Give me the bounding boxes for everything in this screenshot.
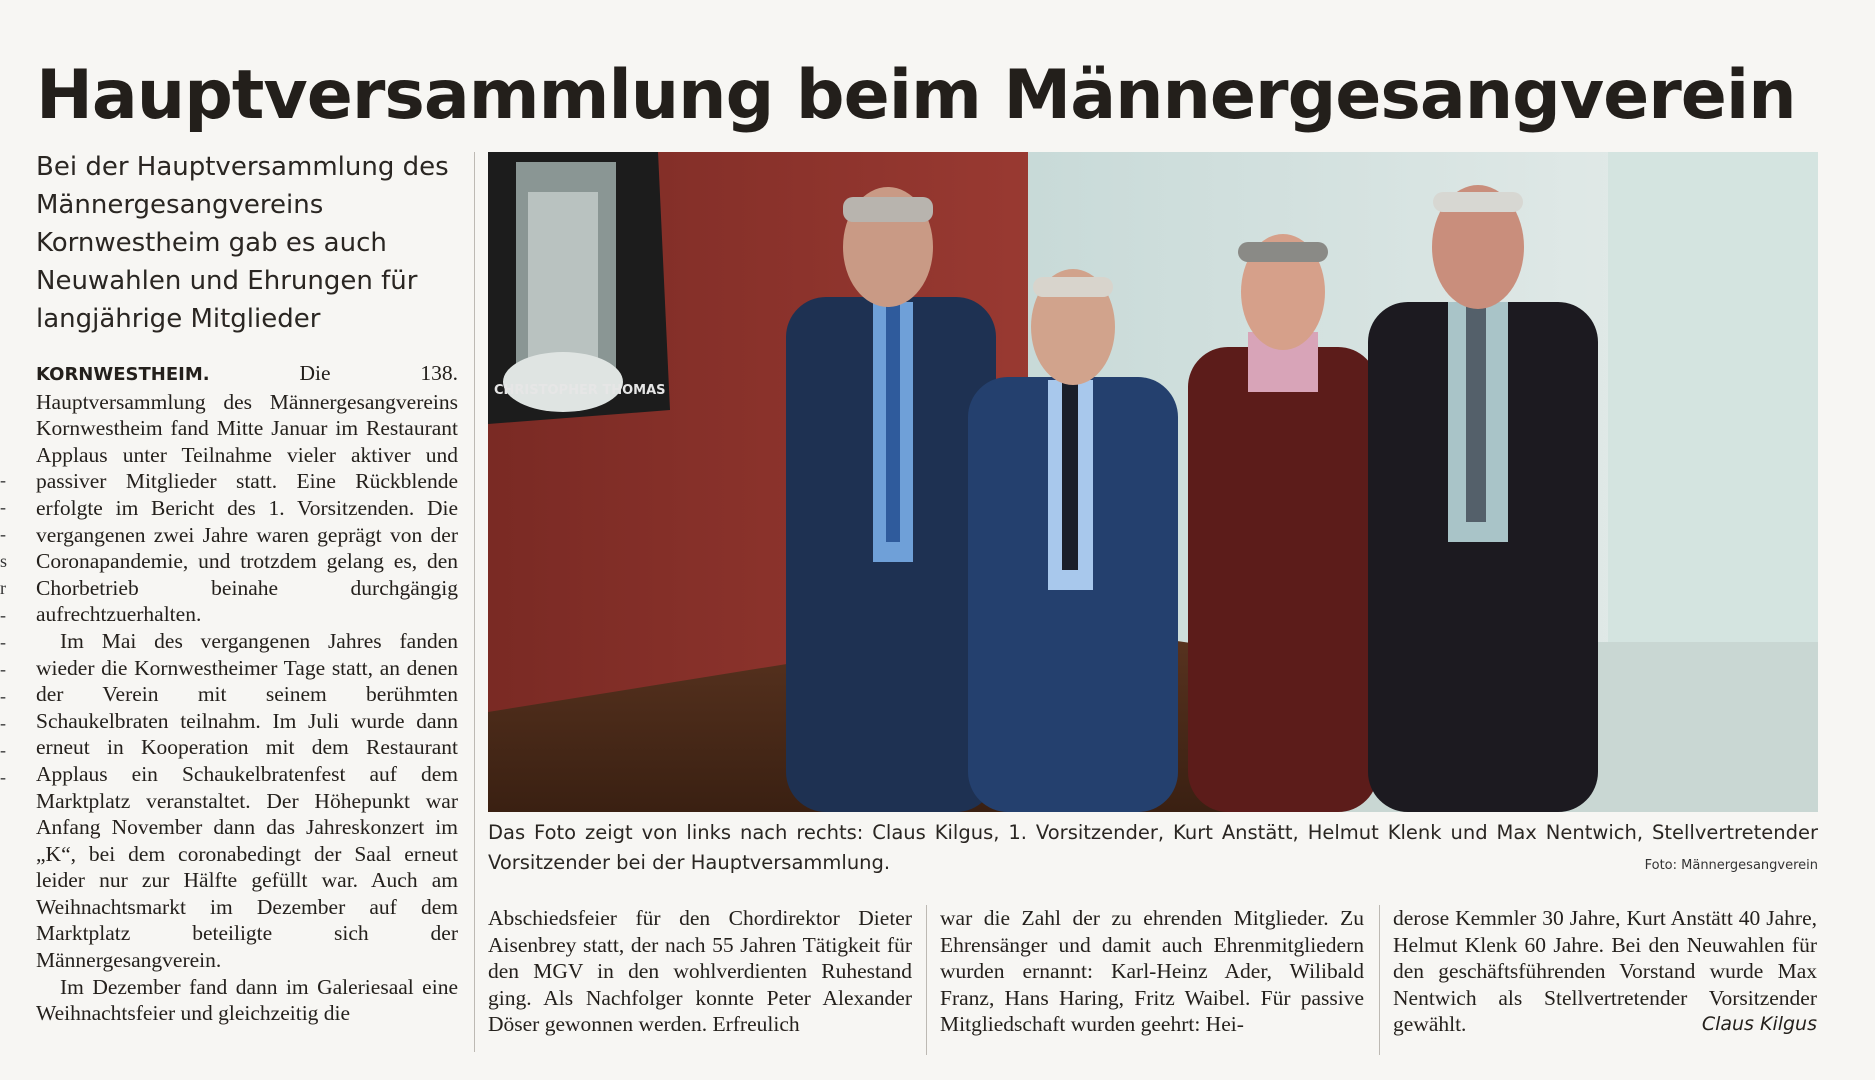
edge-mark: - (0, 632, 6, 652)
paragraph-text: Die 138. Hauptversammlung des Männergesangvereins Kornwestheim fand Mitte Januar im Restaurant Applaus unter Teilnahme vieler aktiver und passiver Mitglieder statt. Eine Rückblende erfolgte im Bericht des 1. Vorsitzenden. Die vergangenen zwei Jahre waren geprägt von der Coronapandemie, und trotzdem gelang es, den Chorbetrieb beinahe durchgängig aufrechtzuerhalten. (36, 361, 458, 627)
svg-text:CHRISTOPHER THOMAS: CHRISTOPHER THOMAS (494, 383, 666, 398)
edge-mark: - (0, 713, 6, 733)
wall-poster (488, 152, 670, 424)
edge-mark: - (0, 497, 6, 517)
photo-credit: Foto: Männergesangverein (1644, 858, 1818, 873)
body-paragraph (1393, 905, 1817, 1038)
edge-mark: s (0, 551, 8, 571)
edge-mark: - (0, 605, 6, 625)
edge-mark: r (0, 578, 6, 598)
edge-mark: - (0, 686, 6, 706)
adjacent-column-fragments (0, 470, 8, 794)
group-photo-illustration (488, 152, 1818, 812)
body-column-3 (940, 905, 1364, 1038)
body-paragraph (36, 360, 458, 628)
body-paragraph: war die Zahl der zu ehrenden Mitglieder. Zu Ehrensänger und damit auch Ehrenmitgliedern wurden ernannt: Karl-Heinz Ader, Wilibald Franz, Hans Haring, Fritz Waibel. Für passive Mitgliedschaft wurden geehrt: Hei- (940, 906, 1364, 1037)
edge-mark: - (0, 740, 6, 760)
article-photo (488, 152, 1818, 812)
article-lead: Bei der Hauptversammlung des Männergesangvereins Kornwestheim gab es auch Neuwahlen und Ehrungen für langjährige Mitglieder (36, 152, 449, 334)
column-divider (474, 152, 475, 1052)
edge-mark: - (0, 524, 6, 544)
body-column-2 (488, 905, 912, 1038)
body-paragraph: Im Mai des vergangenen Jahres fanden wieder die Kornwestheimer Tage statt, an denen der Verein mit seinem berühmten Schaukelbraten teilnahm. Im Juli wurde dann erneut in Kooperation mit dem Restaurant Applaus ein Schaukelbratenfest auf dem Marktplatz veranstaltet. Der Höhepunkt war Anfang November dann das Jahreskonzert im „K“, bei dem coronabedingt der Saal erneut leider nur zur Hälfte gefüllt war. Auch am Weihnachtsmarkt im Dezember auf dem Marktplatz beteiligte sich der Männergesangverein. (36, 628, 458, 973)
edge-mark: - (0, 659, 6, 679)
article-headline: Hauptversammlung beim Männergesangverein (36, 56, 1796, 135)
body-column-4 (1393, 905, 1817, 1038)
dateline: KORNWESTHEIM. (36, 364, 210, 385)
column-divider (926, 905, 927, 1055)
edge-mark: - (0, 767, 6, 787)
body-paragraph: Im Dezember fand dann im Galeriesaal eine Weihnachtsfeier und gleichzeitig die (36, 974, 458, 1026)
paragraph-text: derose Kemmler 30 Jahre, Kurt Anstätt 40 Jahre, Helmut Klenk 60 Jahre. Bei den Neuwahlen für den geschäftsführenden Vorstand wurde Max Nentwich als Stellvertretender Vorsitzender gewählt. (1393, 906, 1817, 1037)
body-paragraph: Abschiedsfeier für den Chordirektor Dieter Aisenbrey statt, der nach 55 Jahren Tätigkeit für den MGV in den wohlverdienten Ruhestand ging. Als Nachfolger konnte Peter Alexander Döser gewonnen werden. Erfreulich (488, 906, 912, 1037)
photo-caption: Das Foto zeigt von links nach rechts: Claus Kilgus, 1. Vorsitzender, Kurt Anstätt, Helmut Klenk und Max Nentwich, Stellvertretender Vorsitzender bei der Hauptversammlung. (488, 821, 1818, 874)
edge-mark: - (0, 470, 6, 490)
body-column-1 (36, 360, 458, 1027)
author-byline: Claus Kilgus (1701, 1013, 1817, 1036)
column-divider (1379, 905, 1380, 1055)
